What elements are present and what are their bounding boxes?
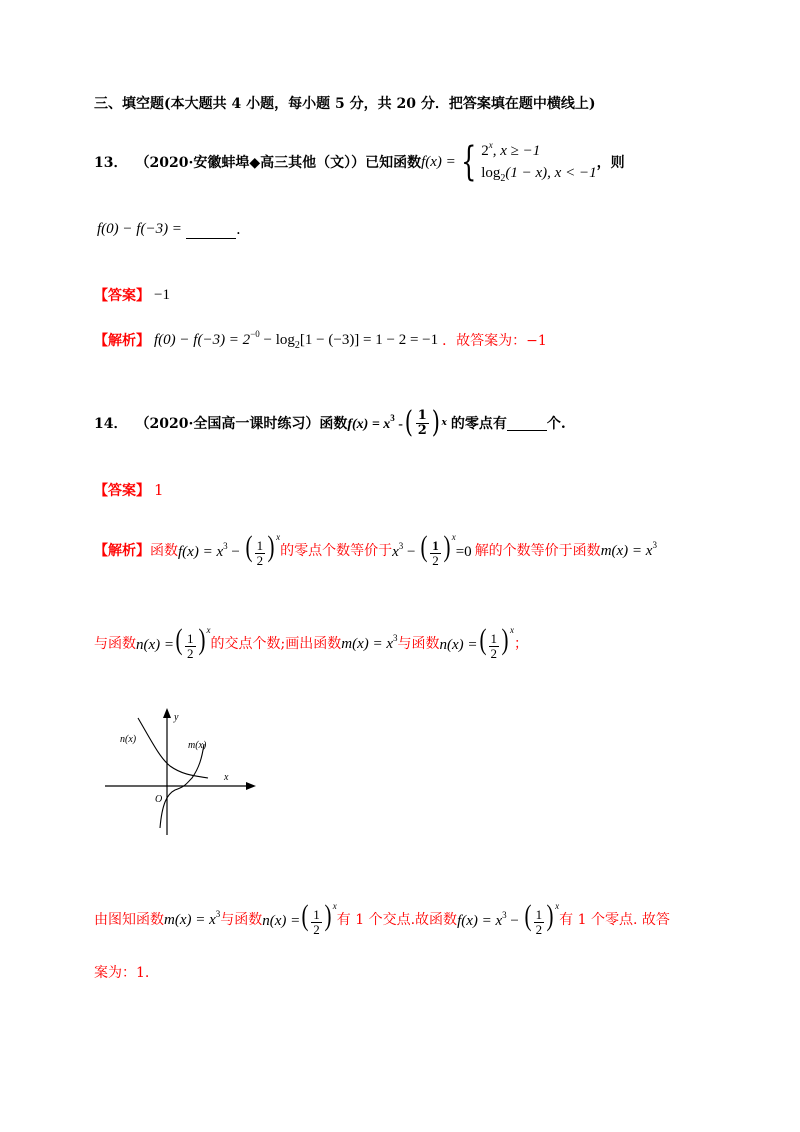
function-graph — [100, 700, 260, 840]
x-axis-arrow — [246, 782, 256, 790]
q14-c1-t1: 由图知函数 — [94, 912, 164, 928]
q14-conclusion-line-1 — [94, 896, 670, 942]
q13-expr-end: . — [235, 220, 241, 238]
q14-a2-n: n(x) =( $\frac{1}{2}$ ) $^x$ — [136, 623, 211, 661]
q13-brace: { — [460, 139, 477, 185]
q13-stem-text: 已知函数 — [365, 155, 422, 171]
q14-a2-n2: n(x) =( $\frac{1}{2}$ ) $^x$ — [439, 623, 515, 661]
q14-c1-f: $f(x) = x^3$ − ( $\frac{1}{2}$ ) $^x$ — [457, 899, 560, 937]
q14-answer-line — [94, 477, 164, 503]
q14-c1-t3: 有 1 个交点.故函数 — [336, 912, 458, 928]
q13-number: 13． — [94, 155, 128, 171]
q13-answer-blank[interactable] — [186, 220, 236, 239]
q14-c1-m: $m(x) = x^3$ — [164, 909, 221, 928]
q13-analysis-math: $f(0) - f(-3) = 2^{-0} - \log_2[1 - (-3)] = 1 - 2 = -1$ — [154, 329, 439, 351]
q14-answer-blank[interactable] — [507, 416, 547, 431]
q14-c1-t4: 有 1 个零点. 故答 — [559, 912, 670, 928]
q13-case2: $\log_2(1 - x)$, x < −1 — [481, 165, 597, 184]
q14-a1-f: $f(x) = x^3$ − ( $\frac{1}{2}$ ) $^x$ — [178, 530, 281, 568]
q13-analysis-line — [94, 325, 547, 355]
q13-analysis-tail: ．故答案为：−1 — [442, 333, 547, 349]
q14-conclusion-line-2: 案为：1. — [94, 965, 150, 981]
q14-answer-value: 1 — [154, 481, 164, 499]
origin-label: O — [155, 794, 163, 805]
section-header: 三、填空题(本大题共 4 小题，每小题 5 分，共 20 分．把答案填在题中横线上) — [94, 96, 596, 112]
q14-number: 14． — [94, 416, 128, 432]
q14-a2-t1: 与函数 — [94, 636, 136, 652]
y-axis-label: y — [174, 712, 179, 723]
q13-suffix: ，则 — [596, 155, 625, 171]
q13-expr: f(0) − f(−3) = — [97, 220, 182, 237]
q13-func-lhs: f(x) = — [421, 153, 456, 170]
q13-answer-line — [94, 282, 170, 308]
q14-a1-t2: 的零点个数等价于 — [280, 543, 393, 559]
q14-stem-c: 个. — [546, 416, 566, 432]
q14-answer-label: 【答案】 — [94, 483, 150, 499]
q14-a2-t4: ； — [514, 636, 529, 652]
q14-stem-b: 的零点有 — [450, 416, 507, 432]
q14-analysis-line-2 — [94, 620, 528, 666]
q14-source: （2020·全国高一课时练习） — [135, 416, 320, 432]
q14-stem-a: 函数 — [319, 416, 348, 432]
q14-analysis-line-1 — [94, 527, 657, 573]
q13-answer-label: 【答案】 — [94, 288, 150, 304]
q14-a1-t3: 解的个数等价于函数 — [474, 543, 601, 559]
q14-c1-t2: 与函数 — [220, 912, 263, 928]
q13-answer-value: −1 — [154, 286, 170, 303]
q13-analysis-label: 【解析】 — [94, 333, 150, 349]
q14-stem-frac: $\frac{1}{2}$ — [417, 407, 427, 438]
q14-a2-t2: 的交点个数;画出函数 — [210, 636, 342, 652]
m-curve-label: m(x) — [188, 740, 207, 751]
q13-expr-line — [97, 216, 241, 242]
q14-analysis-label: 【解析】 — [94, 543, 150, 559]
q14-c1-n: n(x) =( $\frac{1}{2}$ ) $^x$ — [262, 899, 337, 937]
n-curve-label: n(x) — [120, 734, 137, 745]
q14-a2-m: $m(x) = x^3$ — [341, 633, 398, 652]
q14-stem-func: $f(x) = x^3$ - — [347, 413, 403, 432]
q13-source: （2020·安徽蚌埠◆高三其他（文）） — [135, 155, 366, 171]
q14-a1-eq: $x^3$ − ( $\frac{1}{2}$ ) $^x$=0 — [392, 530, 472, 568]
q13-cases — [481, 134, 596, 190]
q13-case1: 2$^x$, x ≥ −1 — [481, 140, 541, 159]
y-axis-arrow — [163, 708, 171, 718]
q13-stem — [94, 137, 625, 187]
q14-a1-m: $m(x) = x^3$ — [600, 540, 657, 559]
q14-a2-t3: 与函数 — [397, 636, 440, 652]
q14-stem: 14． （2020·全国高一课时练习） 函数 $f(x) = x^3$ - ( $\frac{1}{2}$ ) x 的零点有 个. — [94, 405, 566, 440]
q14-a1-t1: 函数 — [150, 543, 178, 559]
x-axis-label: x — [224, 772, 229, 783]
